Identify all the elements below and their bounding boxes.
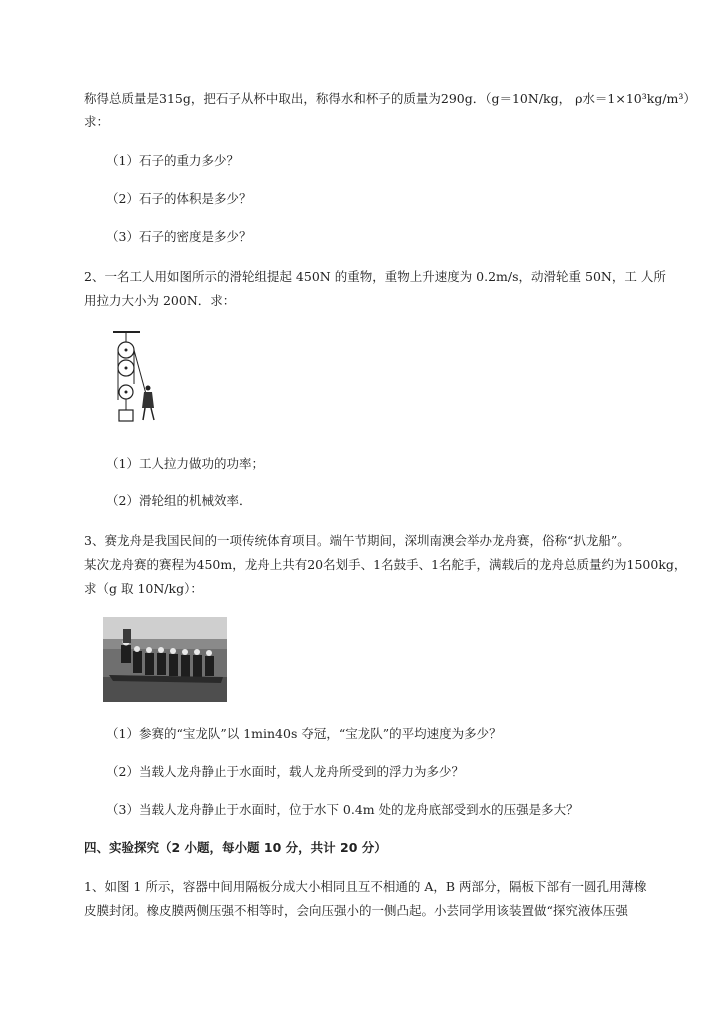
pulley-diagram: [104, 328, 164, 424]
q1-line-1: 称得总质量是315g，把石子从杯中取出，称得水和杯子的质量为290g．（g＝10N/kg， ρ水＝1×10³kg/m³）: [84, 91, 696, 106]
q1-sub-3: （3）石子的密度是多少？: [106, 229, 252, 244]
q2-line-2: 用拉力大小为 200N．求：: [84, 293, 236, 308]
section-4-heading: 四、实验探究（2 小题，每小题 10 分，共计 20 分）: [84, 840, 387, 855]
q3-sub-3: （3）当载人龙舟静止于水面时，位于水下 0.4m 处的龙舟底部受到水的压强是多大？: [106, 802, 579, 817]
q4-line-1: 1、如图 1 所示，容器中间用隔板分成大小相同且互不相通的 A，B 两部分，隔板下部有一圆孔用薄橡: [84, 879, 647, 894]
q2-line-1: 2、一名工人用如图所示的滑轮组提起 450N 的重物，重物上升速度为 0.2m/s，动滑轮重 50N，工 人所: [84, 269, 666, 284]
q3-sub-1: （1）参赛的“宝龙队”以 1min40s 夺冠，“宝龙队”的平均速度为多少？: [106, 726, 502, 741]
q1-sub-1: （1）石子的重力多少？: [106, 153, 239, 168]
q2-sub-2: （2）滑轮组的机械效率．: [106, 493, 252, 508]
q3-line-1: 3、赛龙舟是我国民间的一项传统体育项目。端午节期间，深圳南澳会举办龙舟赛，俗称“扒龙船”。: [84, 533, 630, 548]
q2-sub-1: （1）工人拉力做功的功率；: [106, 456, 264, 471]
q3-sub-2: （2）当载人龙舟静止于水面时，载人龙舟所受到的浮力为多少？: [106, 764, 464, 779]
dragon-boat-photo: [103, 617, 227, 702]
q3-line-3: 求（g 取 10N/kg）：: [84, 581, 203, 596]
q4-line-2: 皮膜封闭。橡皮膜两侧压强不相等时，会向压强小的一侧凸起。小芸同学用该装置做“探究液体压强: [84, 903, 628, 918]
q1-line-2: 求：: [84, 114, 110, 129]
q1-sub-2: （2）石子的体积是多少？: [106, 191, 252, 206]
q3-line-2: 某次龙舟赛的赛程为450m，龙舟上共有20名划手、1名鼓手、1名舵手，满载后的龙舟总质量约为1500kg，: [84, 557, 687, 572]
